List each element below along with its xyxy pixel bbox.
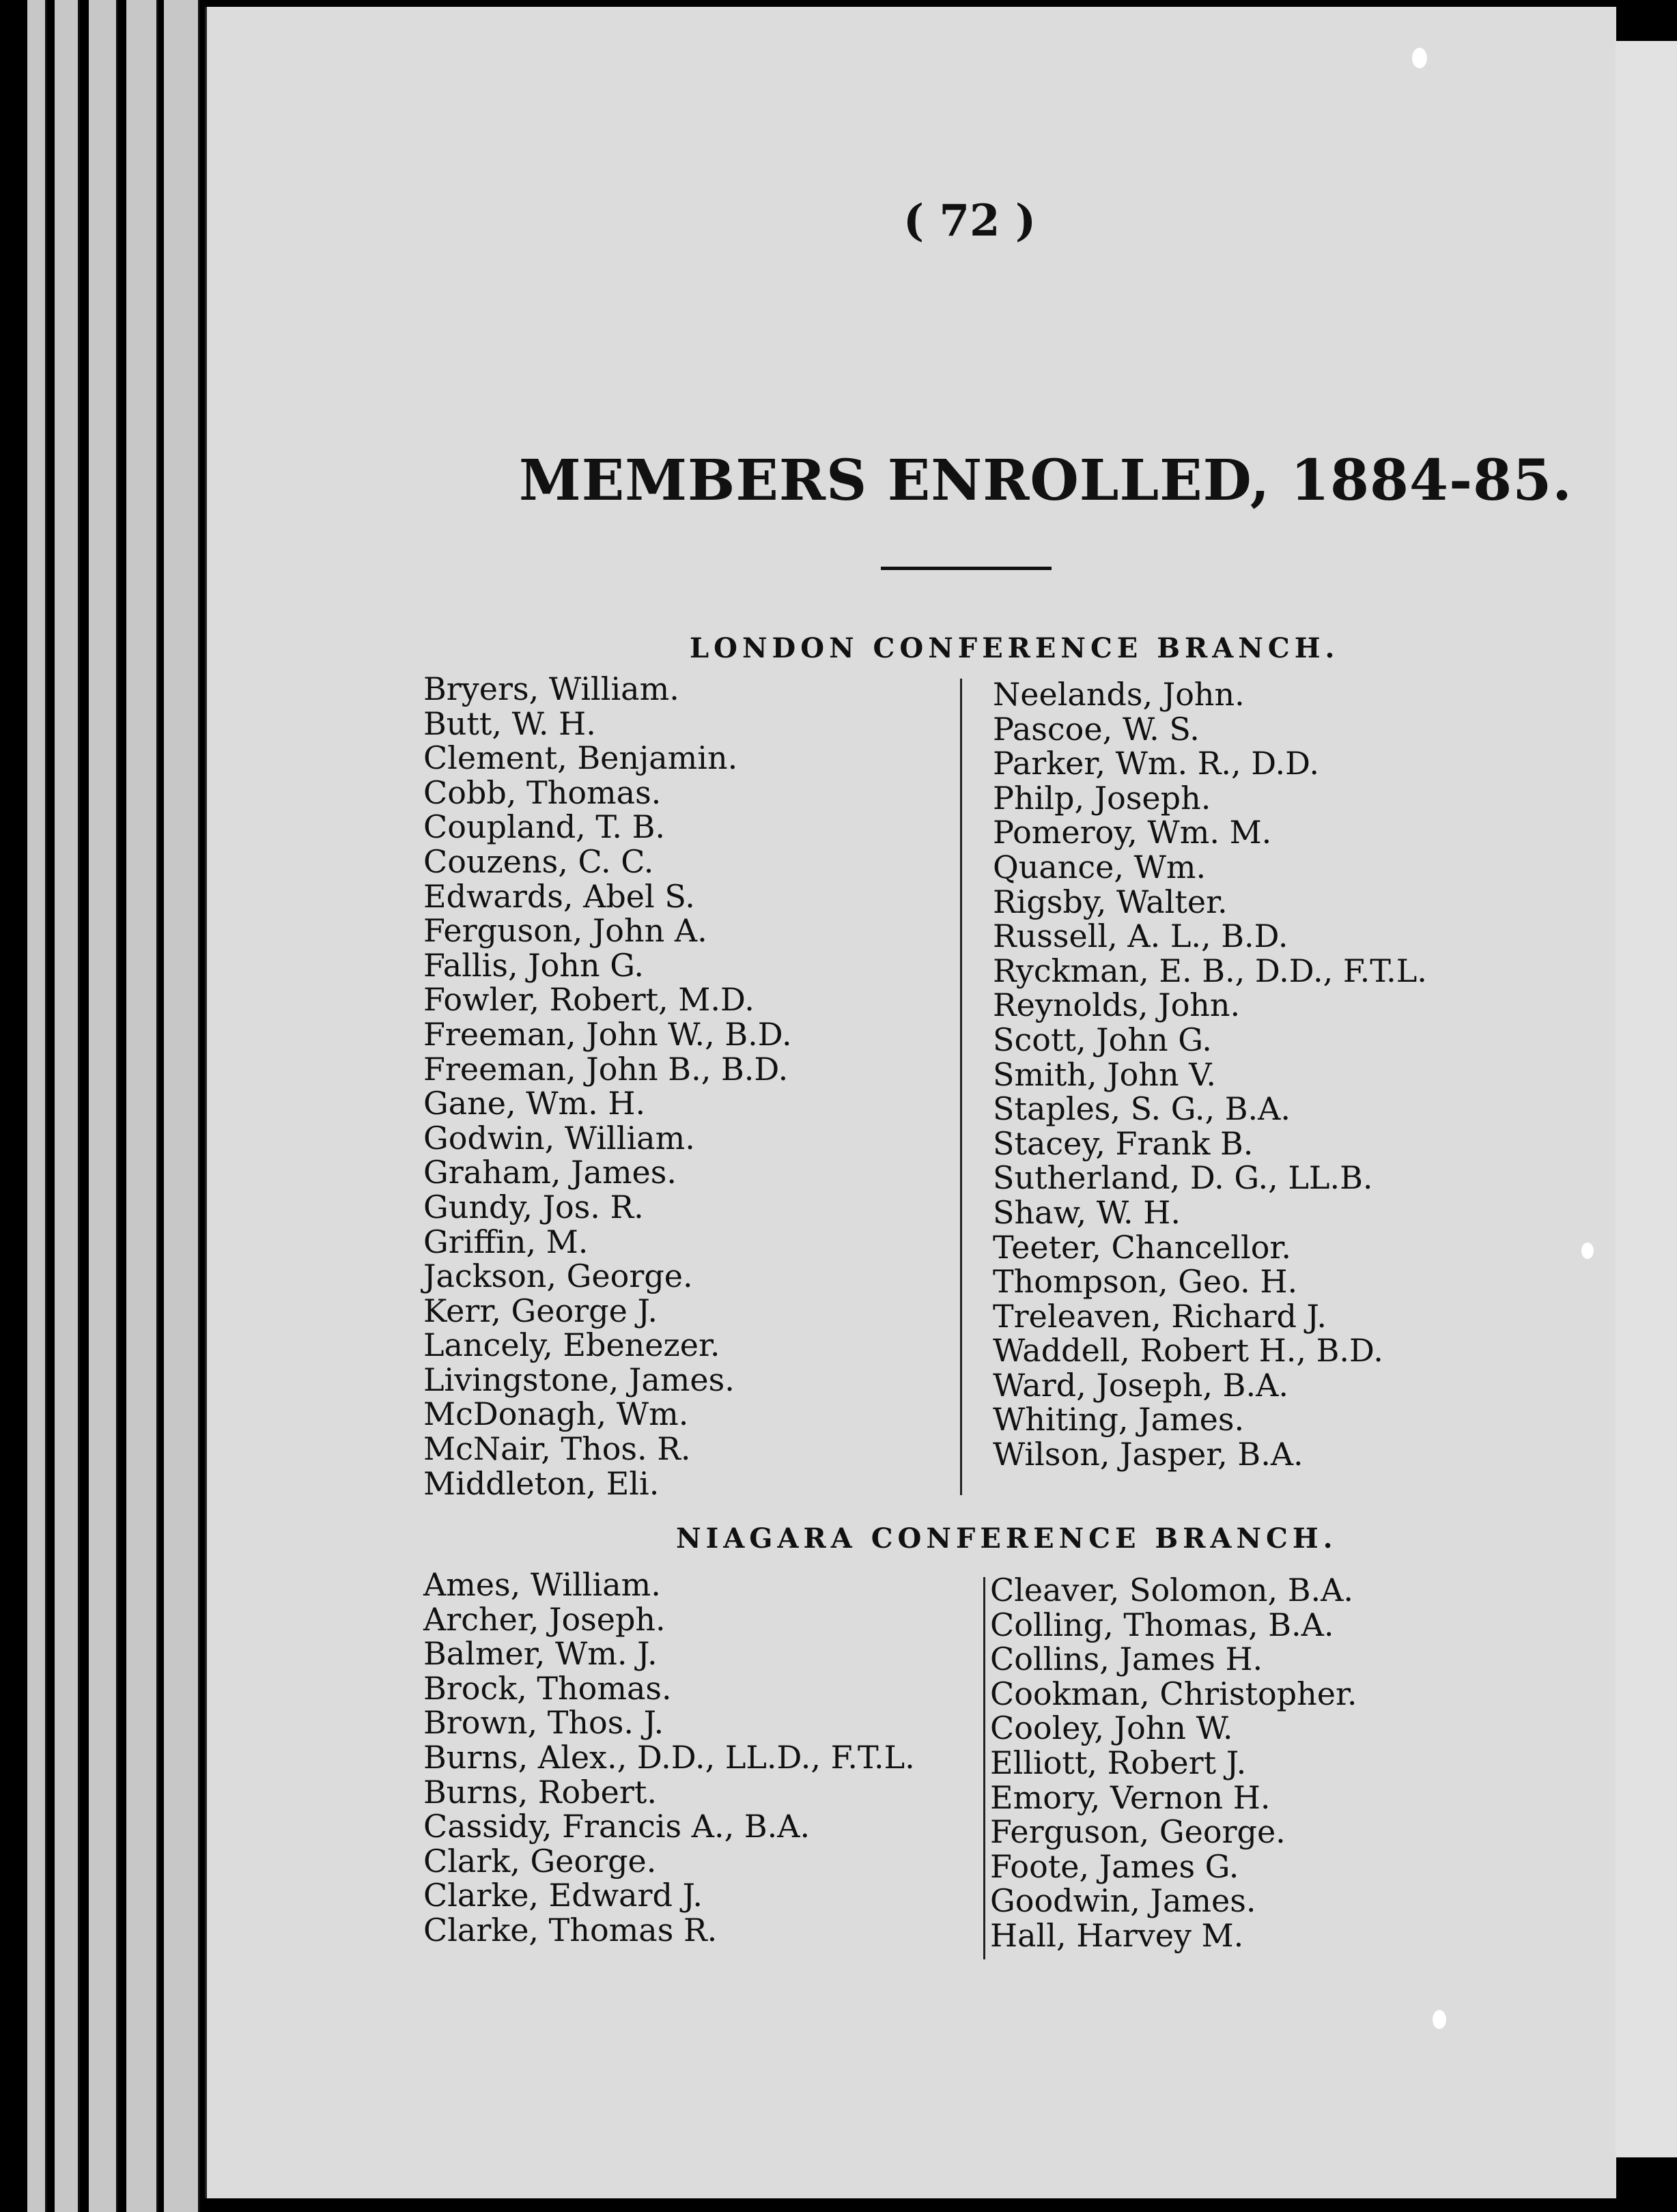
list-item: Ferguson, John A.	[423, 912, 707, 950]
list-item: Kerr, George J.	[423, 1292, 658, 1329]
list-item: Freeman, John W., B.D.	[423, 1015, 792, 1053]
list-item: Thompson, Geo. H.	[993, 1263, 1298, 1301]
list-item: Godwin, William.	[423, 1119, 695, 1157]
list-item: Jackson, George.	[423, 1258, 693, 1295]
list-item: Smith, John V.	[993, 1055, 1217, 1093]
niagara-right-column	[990, 1573, 1357, 1953]
list-item: Griffin, M.	[423, 1223, 589, 1260]
list-item: Ames, William.	[423, 1566, 661, 1603]
list-item: Clarke, Thomas R.	[423, 1911, 718, 1948]
list-item: Fowler, Robert, M.D.	[423, 981, 755, 1019]
list-item: Balmer, Wm. J.	[423, 1635, 658, 1673]
list-item: McDonagh, Wm.	[423, 1395, 689, 1433]
list-item: Elliott, Robert J.	[990, 1744, 1247, 1781]
list-item: Emory, Vernon H.	[990, 1778, 1271, 1816]
page-edge	[89, 0, 118, 2212]
list-item: Pascoe, W. S.	[993, 710, 1200, 748]
page-edge	[126, 0, 158, 2212]
list-item: Ward, Joseph, B.A.	[993, 1366, 1288, 1404]
list-item: Coupland, T. B.	[423, 808, 666, 846]
list-item: Gundy, Jos. R.	[423, 1188, 644, 1225]
list-item: Couzens, C. C.	[423, 842, 654, 880]
list-item: Scott, John G.	[993, 1021, 1212, 1058]
list-item: Sutherland, D. G., LL.B.	[993, 1159, 1373, 1197]
facing-page-edge	[1616, 41, 1677, 2157]
scan-speck	[1581, 1243, 1594, 1259]
list-item: Goodwin, James.	[990, 1882, 1256, 1920]
list-item: Shaw, W. H.	[993, 1193, 1181, 1231]
list-item: Whiting, James.	[993, 1401, 1245, 1438]
list-item: Gane, Wm. H.	[423, 1085, 646, 1122]
list-item: Rigsby, Walter.	[993, 883, 1228, 920]
page-edge	[164, 0, 200, 2212]
page-title: MEMBERS ENROLLED, 1884-85.	[519, 448, 1573, 513]
list-item: Burns, Alex., D.D., LL.D., F.T.L.	[423, 1738, 915, 1776]
list-item: Lancely, Ebenezer.	[423, 1327, 720, 1364]
list-item: Cleaver, Solomon, B.A.	[990, 1572, 1354, 1608]
list-item: Middleton, Eli.	[423, 1464, 660, 1502]
section-heading-london: LONDON CONFERENCE BRANCH.	[690, 632, 1340, 664]
list-item: Quance, Wm.	[993, 848, 1207, 885]
list-item: Parker, Wm. R., D.D.	[993, 745, 1319, 782]
niagara-left-column	[423, 1568, 915, 1948]
list-item: Staples, S. G., B.A.	[993, 1090, 1291, 1128]
list-item: Cassidy, Francis A., B.A.	[423, 1808, 811, 1845]
list-item: Fallis, John G.	[423, 946, 644, 984]
list-item: Foote, James G.	[990, 1847, 1239, 1885]
list-item: Brown, Thos. J.	[423, 1704, 664, 1742]
list-item: Edwards, Abel S.	[423, 877, 695, 915]
list-item: Collins, James H.	[990, 1641, 1263, 1678]
list-item: Brock, Thomas.	[423, 1669, 672, 1707]
list-item: Teeter, Chancellor.	[993, 1228, 1291, 1266]
list-item: Freeman, John B., B.D.	[423, 1050, 789, 1088]
list-item: Pomeroy, Wm. M.	[993, 814, 1272, 851]
list-item: Colling, Thomas, B.A.	[990, 1606, 1334, 1643]
list-item: Waddell, Robert H., B.D.	[993, 1332, 1383, 1370]
list-item: Cooley, John W.	[990, 1710, 1233, 1747]
column-divider	[960, 679, 962, 1495]
title-rule	[881, 567, 1052, 570]
scan-speck	[1433, 2010, 1446, 2029]
list-item: Cookman, Christopher.	[990, 1675, 1357, 1712]
section-heading-niagara: NIAGARA CONFERENCE BRANCH.	[676, 1522, 1338, 1555]
list-item: Clement, Benjamin.	[423, 739, 738, 777]
london-right-column	[993, 677, 1427, 1472]
list-item: Ferguson, George.	[990, 1813, 1286, 1851]
list-item: Wilson, Jasper, B.A.	[993, 1436, 1303, 1473]
list-item: Clark, George.	[423, 1842, 657, 1880]
list-item: Burns, Robert.	[423, 1773, 657, 1811]
list-item: Philp, Joseph.	[993, 779, 1211, 817]
list-item: Graham, James.	[423, 1154, 677, 1191]
london-left-column	[423, 672, 792, 1501]
column-divider	[983, 1577, 985, 1959]
page-edge	[27, 0, 47, 2212]
list-item: Stacey, Frank B.	[993, 1124, 1254, 1162]
list-item: Neelands, John.	[993, 676, 1245, 713]
list-item: Livingstone, James.	[423, 1361, 735, 1398]
list-item: Archer, Joseph.	[423, 1600, 666, 1638]
list-item: Russell, A. L., B.D.	[993, 918, 1288, 955]
list-item: Reynolds, John.	[993, 987, 1241, 1024]
list-item: Clarke, Edward J.	[423, 1877, 703, 1914]
list-item: Ryckman, E. B., D.D., F.T.L.	[993, 952, 1427, 989]
page-number: ( 72 )	[903, 195, 1037, 246]
list-item: Treleaven, Richard J.	[993, 1297, 1327, 1335]
list-item: McNair, Thos. R.	[423, 1430, 691, 1468]
list-item: Butt, W. H.	[423, 705, 596, 742]
page-edge	[55, 0, 80, 2212]
list-item: Bryers, William.	[423, 670, 679, 707]
scan-speck	[1412, 48, 1427, 68]
list-item: Hall, Harvey M.	[990, 1916, 1244, 1954]
list-item: Cobb, Thomas.	[423, 774, 662, 811]
